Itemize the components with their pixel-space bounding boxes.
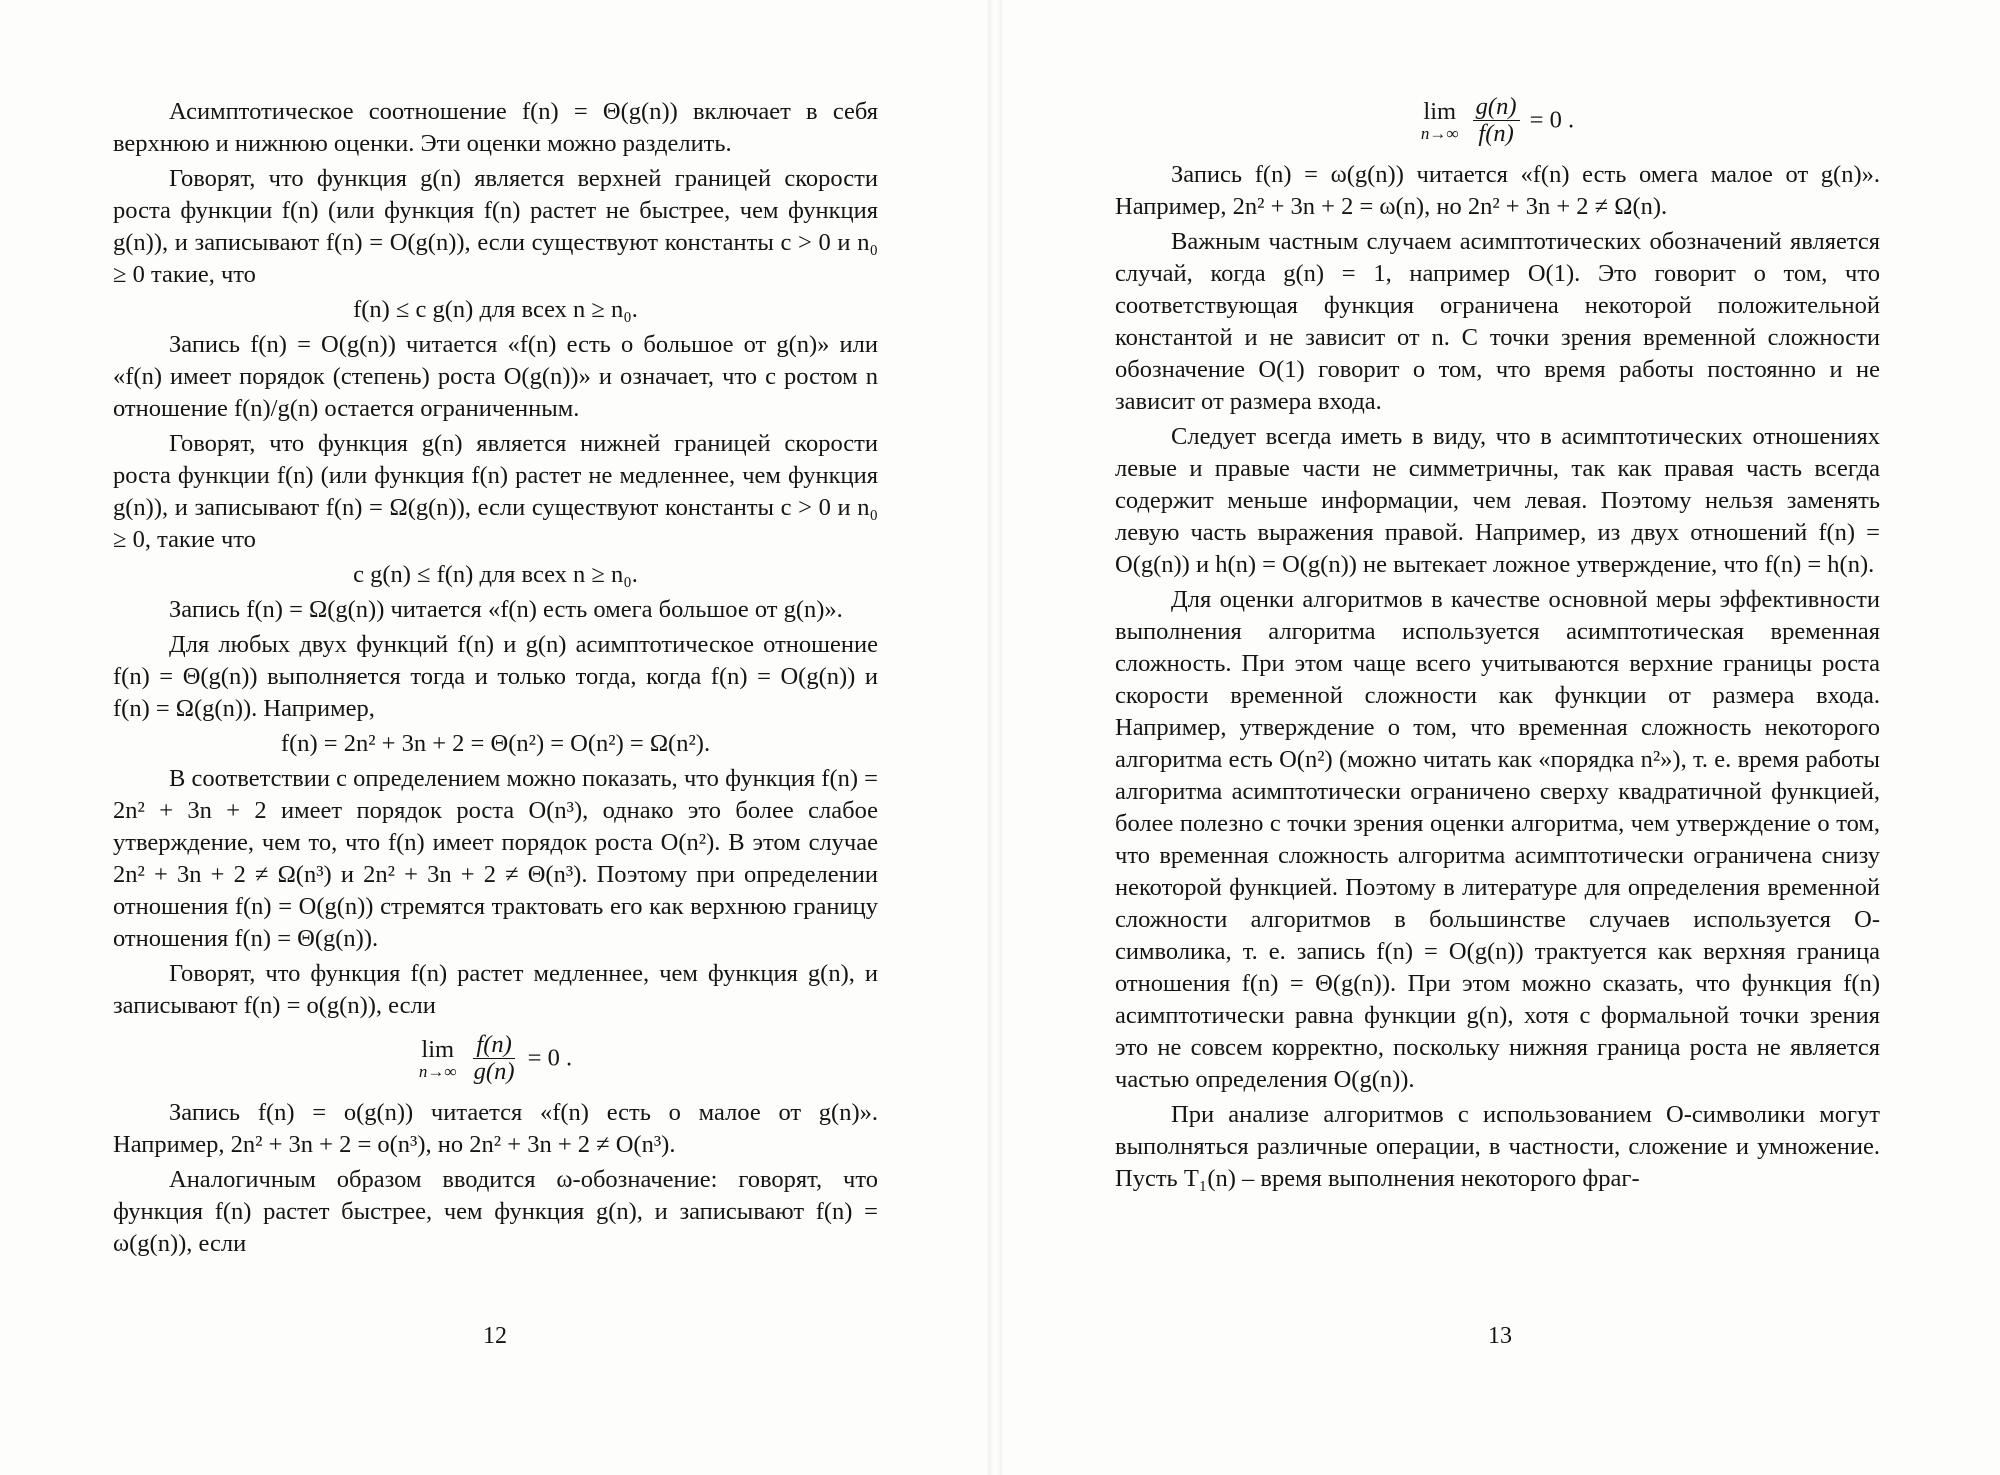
paragraph: Говорят, что функция f(n) растет медленнее, чем функция g(n), и записывают f(n) = o(g(n)), если <box>113 960 878 1019</box>
limit-result: = 0 . <box>1529 106 1575 134</box>
left-page <box>0 0 988 1475</box>
paragraph: Следует всегда иметь в виду, что в асимптотических отношениях левые и правые части не симметричны, так как правая часть всегда содержит меньше информации, чем левая. Поэтому нельзя заменять левую часть выражения правой. Например, из двух отношений f(n) = O(g(n)) и h(n) = O(g(n)) не вытекает ложное утверждение, что f(n) = h(n). <box>1115 423 1880 578</box>
limit-numerator: g(n) <box>1473 94 1520 121</box>
page-number: 12 <box>483 1323 507 1349</box>
paragraph: Для любых двух функций f(n) и g(n) асимптотическое отношение f(n) = Θ(g(n)) выполняется тогда и только тогда, когда f(n) = O(g(n)) и f(n) = Ω(g(n)). Например, <box>113 631 878 722</box>
limit-operator: lim <box>1423 97 1457 125</box>
limit-result: = 0 . <box>527 1044 573 1072</box>
limit-formula <box>113 1032 878 1085</box>
limit-numerator: f(n) <box>473 1032 514 1059</box>
paragraph: Запись f(n) = o(g(n)) читается «f(n) есть o малое от g(n)». Например, 2n² + 3n + 2 = o(n³), но 2n² + 3n + 2 ≠ O(n³). <box>113 1099 878 1158</box>
paragraph: Говорят, что функция g(n) является нижней границей скорости роста функции f(n) (или функция f(n) растет не медленнее, чем функция g(n)), и записывают f(n) = Ω(g(n)), если существуют константы c > 0 и n₀ ≥ 0, такие что <box>113 430 878 553</box>
limit-denominator: f(n) <box>1478 120 1514 147</box>
formula: c g(n) ≤ f(n) для всех n ≥ n₀. <box>353 561 638 588</box>
paragraph: Запись f(n) = O(g(n)) читается «f(n) есть o большое от g(n)» или «f(n) имеет порядок (степень) роста O(g(n))» и означает, что с ростом n отношение f(n)/g(n) остается ограниченным. <box>113 331 878 422</box>
paragraph: Запись f(n) = ω(g(n)) читается «f(n) есть омега малое от g(n)». Например, 2n² + 3n + 2 = ω(n), но 2n² + 3n + 2 ≠ Ω(n). <box>1115 161 1880 220</box>
limit-subscript: n→∞ <box>1420 123 1459 143</box>
formula: f(n) = 2n² + 3n + 2 = Θ(n²) = O(n²) = Ω(n²). <box>280 730 711 757</box>
formula: f(n) ≤ c g(n) для всех n ≥ n₀. <box>353 296 638 323</box>
paragraph: Асимптотическое соотношение f(n) = Θ(g(n)) включает в себя верхнюю и нижнюю оценки. Эти оценки можно разделить. <box>113 98 878 157</box>
limit-formula <box>1115 94 1880 147</box>
paragraph: При анализе алгоритмов с использованием O-символики могут выполняться различные операции, в частности, сложение и умножение. Пусть T₁(n) – время выполнения некоторого фраг- <box>1115 1101 1880 1192</box>
paragraph: Говорят, что функция g(n) является верхней границей скорости роста функции f(n) (или функция f(n) растет не быстрее, чем функция g(n)), и записывают f(n) = O(g(n)), если существуют константы c > 0 и n₀ ≥ 0 такие, что <box>113 165 878 288</box>
right-page <box>1002 0 2000 1475</box>
right-text-column <box>1115 93 1880 1198</box>
limit-operator: lim <box>421 1035 455 1063</box>
limit-subscript: n→∞ <box>418 1061 457 1081</box>
page-number: 13 <box>1488 1323 1512 1349</box>
paragraph: Аналогичным образом вводится ω-обозначение: говорят, что функция f(n) растет быстрее, чем функция g(n), и записывают f(n) = ω(g(n)), если <box>113 1166 878 1257</box>
book-gutter <box>988 0 1002 1475</box>
limit-denominator: g(n) <box>473 1058 515 1085</box>
paragraph: Запись f(n) = Ω(g(n)) читается «f(n) есть омега большое от g(n)». <box>169 596 843 623</box>
paragraph: В соответствии с определением можно показать, что функция f(n) = 2n² + 3n + 2 имеет порядок роста O(n³), однако это более слабое утверждение, чем то, что f(n) имеет порядок роста O(n²). В этом случае 2n² + 3n + 2 ≠ Ω(n³) и 2n² + 3n + 2 ≠ Θ(n³). Поэтому при определении отношения f(n) = O(g(n)) стремятся трактовать его как верхнюю границу отношения f(n) = Θ(g(n)). <box>113 765 878 952</box>
paragraph: Важным частным случаем асимптотических обозначений является случай, когда g(n) = 1, например O(1). Это говорит о том, что соответствующая функция ограничена некоторой положительной константой и не зависит от n. С точки зрения временной сложности обозначение O(1) говорит о том, что время работы постоянно и не зависит от размера входа. <box>1115 228 1880 415</box>
left-text-column <box>113 96 878 1263</box>
paragraph: Для оценки алгоритмов в качестве основной меры эффективности выполнения алгоритма используется асимптотическая временная сложность. При этом чаще всего учитываются верхние границы роста скорости временной сложности как функции от размера входа. Например, утверждение о том, что временная сложность некоторого алгоритма есть O(n²) (можно читать как «порядка n²»), т. е. время работы алгоритма асимптотически ограничено сверху квадратичной функцией, более полезно с точки зрения оценки алгоритма, чем утверждение о том, что временная сложность алгоритма асимптотически ограничена снизу некоторой функцией. Поэтому в литературе для определения временной сложности алгоритмов в большинстве случаев используется O-символика, т. е. запись f(n) = O(g(n)) трактуется как верхняя граница отношения f(n) = Θ(g(n)). При этом можно сказать, что функция f(n) асимптотически равна функции g(n), хотя с формальной точки зрения это не совсем корректно, поскольку нижняя граница роста не является частью определения O(g(n)). <box>1115 586 1880 1093</box>
